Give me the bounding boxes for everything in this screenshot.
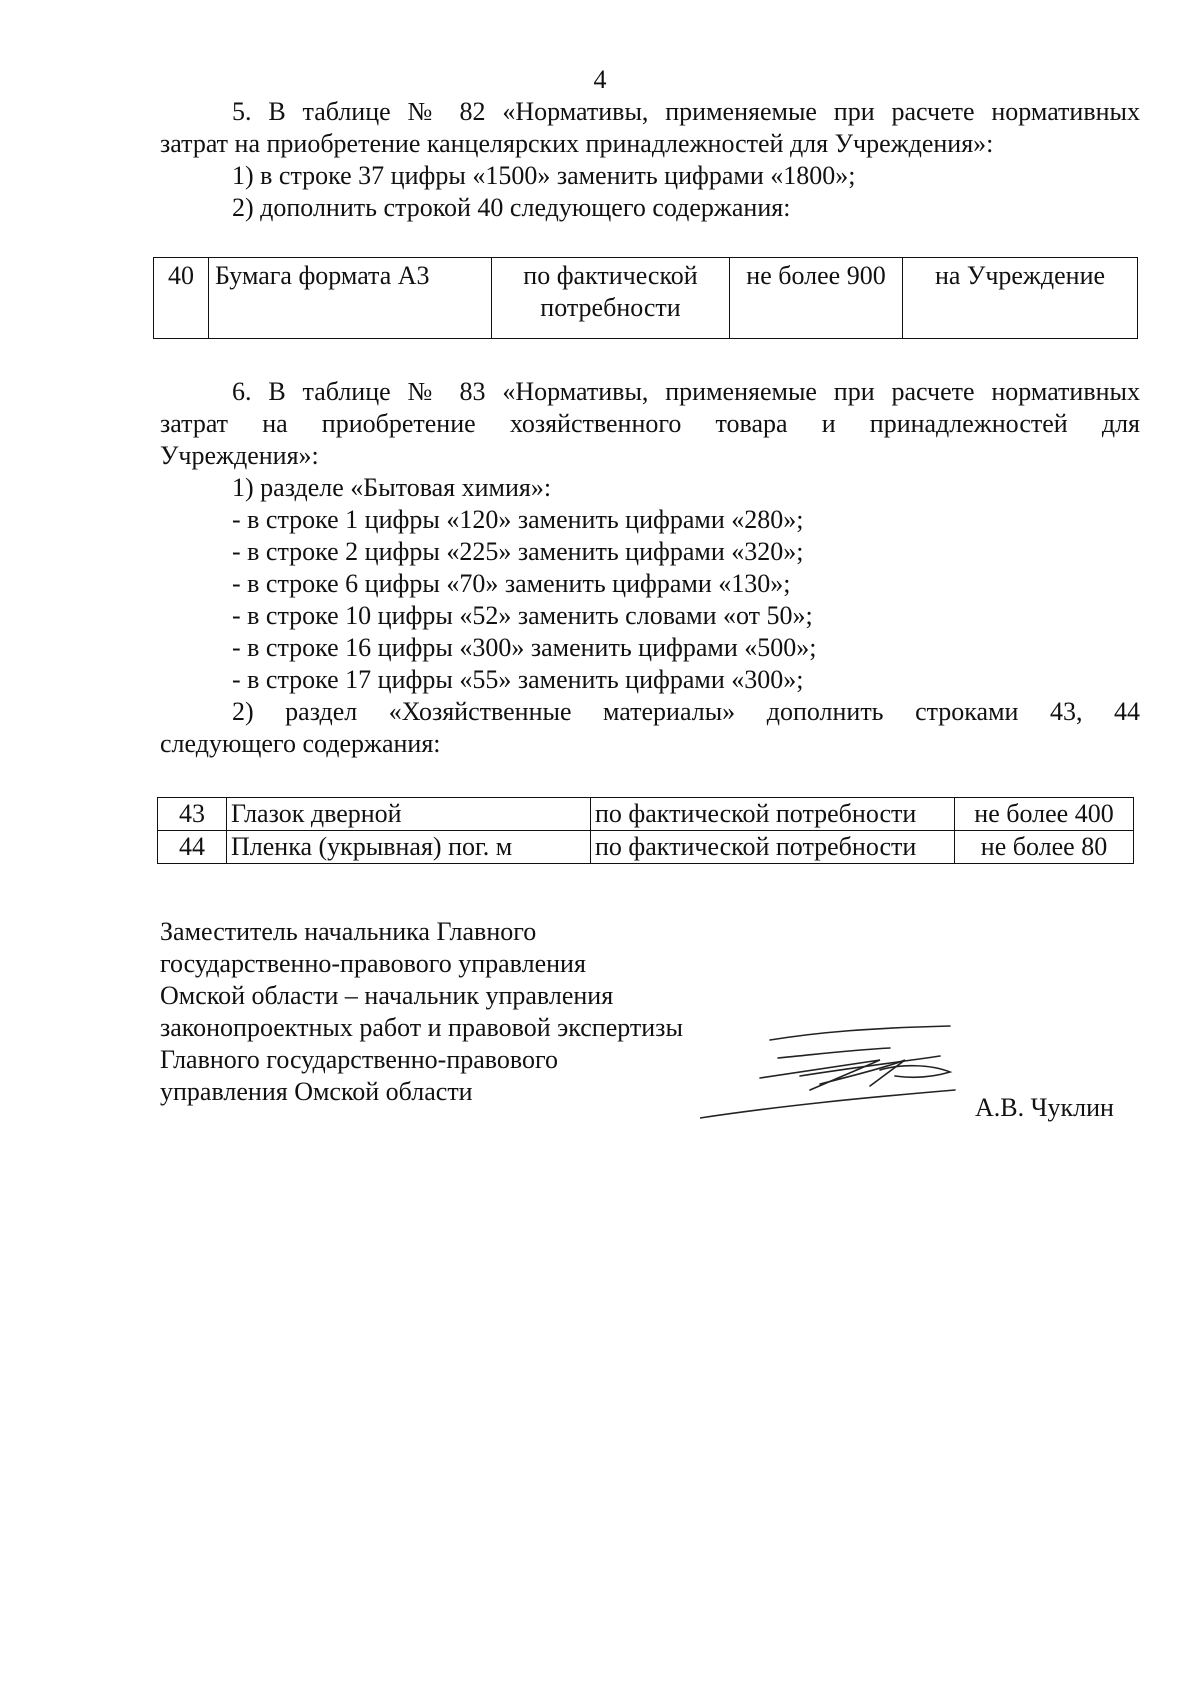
- scope: на Учреждение: [903, 258, 1138, 339]
- section-5-line: затрат на приобретение канцелярских принадлежностей для Учреждения»:: [160, 129, 994, 158]
- signer-position-line: государственно-правового управления: [160, 949, 586, 978]
- table-row: [158, 798, 1134, 831]
- signer-position-line: управления Омской области: [160, 1077, 473, 1106]
- page-number: 4: [593, 65, 607, 94]
- quantity-basis-line: по фактической: [523, 261, 698, 290]
- handwritten-signature: [700, 1020, 960, 1130]
- item-name: Бумага формата А3: [209, 258, 492, 339]
- section-6-item: - в строке 1 цифры «120» заменить цифрами «280»;: [232, 505, 804, 534]
- price-limit: не более 80: [955, 831, 1134, 864]
- item-name: Пленка (укрывная) пог. м: [227, 831, 591, 864]
- signer-position-line: законопроектных работ и правовой экспертизы: [160, 1013, 683, 1042]
- section-5: [160, 96, 1140, 224]
- section-5-item: 1) в строке 37 цифры «1500» заменить цифрами «1800»;: [232, 161, 856, 190]
- row-number: 40: [154, 258, 209, 339]
- section-6-item: - в строке 2 цифры «225» заменить цифрами «320»;: [232, 537, 804, 566]
- signer-position-line: Омской области – начальник управления: [160, 981, 614, 1010]
- section-6-item: - в строке 16 цифры «300» заменить цифрами «500»;: [232, 633, 817, 662]
- quantity-basis-line: потребности: [540, 293, 681, 322]
- section-6-item: 1) разделе «Бытовая химия»:: [232, 473, 552, 502]
- quantity-basis: [492, 258, 730, 339]
- signer-position-line: Главного государственно-правового: [160, 1045, 559, 1074]
- row-number: 44: [158, 831, 227, 864]
- table-83-addition: [157, 797, 1134, 864]
- signer-position-line: Заместитель начальника Главного: [160, 917, 537, 946]
- table-row: [158, 831, 1134, 864]
- table-82-addition: [153, 257, 1138, 339]
- section-5-item: 2) дополнить строкой 40 следующего содержания:: [232, 193, 791, 222]
- section-5-line: 5. В таблице № 82 «Нормативы, применяемые при расчете нормативных: [232, 97, 1140, 126]
- section-6-line: Учреждения»:: [160, 441, 319, 470]
- signer-name: А.В. Чуклин: [975, 1093, 1114, 1122]
- section-6-line: следующего содержания:: [160, 729, 441, 758]
- signer-position: [160, 916, 760, 1108]
- table-row: [154, 258, 1138, 339]
- quantity-basis: по фактической потребности: [591, 798, 955, 831]
- section-6-line: 2) раздел «Хозяйственные материалы» дополнить строками 43, 44: [232, 697, 1140, 726]
- section-6-line: затрат на приобретение хозяйственного товара и принадлежностей для: [160, 409, 1140, 438]
- price-limit: не более 400: [955, 798, 1134, 831]
- section-6-item: - в строке 6 цифры «70» заменить цифрами «130»;: [232, 569, 791, 598]
- section-6-line: 6. В таблице № 83 «Нормативы, применяемые при расчете нормативных: [232, 377, 1140, 406]
- section-6: [160, 376, 1140, 760]
- row-number: 43: [158, 798, 227, 831]
- section-6-item: - в строке 10 цифры «52» заменить словами «от 50»;: [232, 601, 813, 630]
- item-name: Глазок дверной: [227, 798, 591, 831]
- quantity-basis: по фактической потребности: [591, 831, 955, 864]
- section-6-item: - в строке 17 цифры «55» заменить цифрами «300»;: [232, 665, 804, 694]
- price-limit: не более 900: [730, 258, 903, 339]
